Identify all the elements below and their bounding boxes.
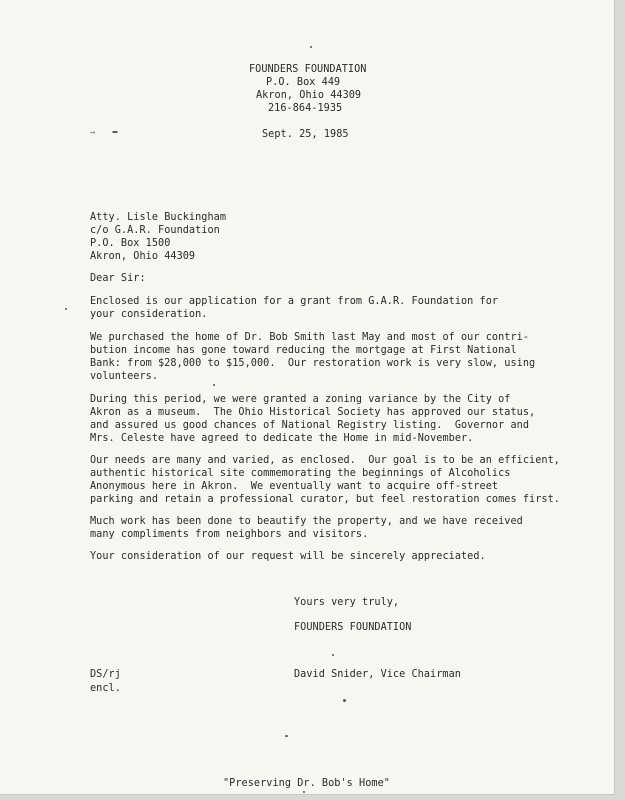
scan-speck	[332, 654, 334, 656]
letter-date: Sept. 25, 1985	[262, 129, 349, 140]
typist-initials: DS/rj	[90, 669, 121, 680]
body-line: Enclosed is our application for a grant from G.A.R. Foundation for	[90, 296, 499, 307]
scan-speck	[303, 791, 305, 793]
body-line: authentic historical site commemorating the beginnings of Alcoholics	[90, 468, 511, 479]
body-line: parking and retain a professional curator, but feel restoration comes first.	[90, 494, 560, 505]
valediction: Yours very truly,	[294, 597, 400, 608]
body-line: Akron as a museum. The Ohio Historical Society has approved our status,	[90, 407, 536, 418]
body-line: We purchased the home of Dr. Bob Smith last May and most of our contri-	[90, 332, 530, 343]
recipient-line: P.O. Box 1500	[90, 238, 171, 249]
recipient-line: Atty. Lisle Buckingham	[90, 212, 227, 223]
body-line: many compliments from neighbors and visitors.	[90, 529, 369, 540]
scan-speck	[343, 699, 346, 702]
footer-motto: "Preserving Dr. Bob's Home"	[223, 778, 390, 789]
body-line: and assured us good chances of National Registry listing. Governor and	[90, 420, 530, 431]
letterhead-city: Akron, Ohio 44309	[256, 90, 362, 101]
enclosure-note: encl.	[90, 683, 121, 694]
body-line: your consideration.	[90, 309, 208, 320]
signer-name: David Snider, Vice Chairman	[294, 669, 461, 680]
body-line: Much work has been done to beautify the property, and we have received	[90, 516, 523, 527]
recipient-line: Akron, Ohio 44309	[90, 251, 196, 262]
letterhead-phone: 216-864-1935	[268, 103, 343, 114]
body-line: Our needs are many and varied, as enclosed. Our goal is to be an efficient,	[90, 455, 560, 466]
body-line: Anonymous here in Akron. We eventually want to acquire off-street	[90, 481, 499, 492]
scan-speck	[285, 735, 288, 737]
letterhead-name: FOUNDERS FOUNDATION	[249, 64, 367, 75]
recipient-line: c/o G.A.R. Foundation	[90, 225, 220, 236]
body-line: During this period, we were granted a zoning variance by the City of	[90, 394, 511, 405]
body-line: Bank: from $28,000 to $15,000. Our restoration work is very slow, using	[90, 358, 536, 369]
scan-speck	[112, 131, 118, 133]
body-line: bution income has gone toward reducing the mortgage at First National	[90, 345, 517, 356]
scan-speck	[65, 308, 67, 310]
closing-org: FOUNDERS FOUNDATION	[294, 622, 412, 633]
scan-speck	[310, 46, 312, 48]
body-line: Your consideration of our request will be sincerely appreciated.	[90, 551, 486, 562]
salutation: Dear Sir:	[90, 273, 146, 284]
body-line: volunteers.	[90, 371, 159, 382]
letterhead-box: P.O. Box 449	[266, 77, 341, 88]
body-line: Mrs. Celeste have agreed to dedicate the Home in mid-November.	[90, 433, 474, 444]
scan-speck	[213, 384, 215, 386]
scan-mark: →	[90, 128, 96, 138]
